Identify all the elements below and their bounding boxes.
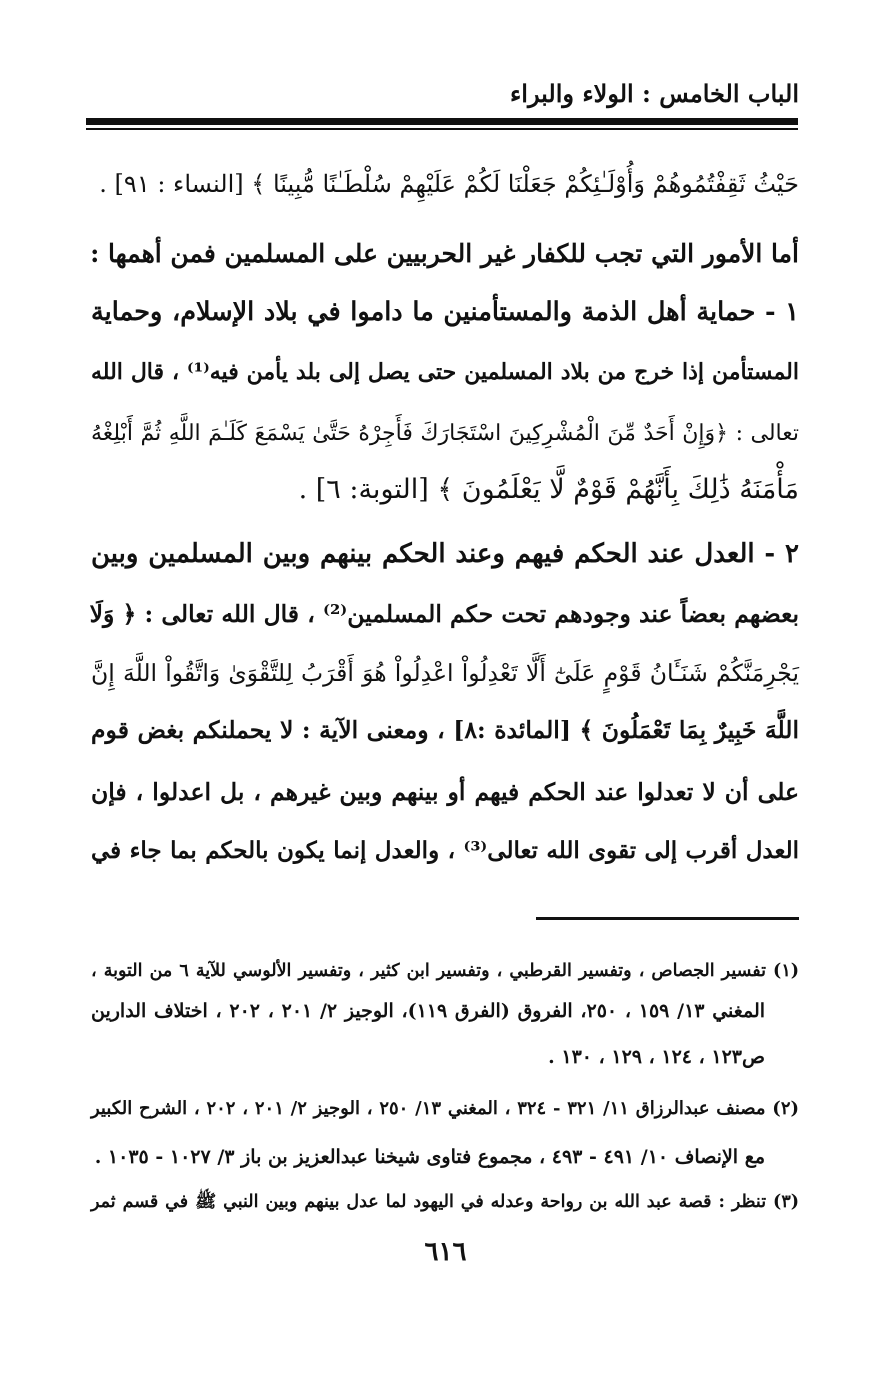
- footnote-line: مع الإنصاف ١٠/ ٤٩١ - ٤٩٣ ، مجموع فتاوى شيخنا عبدالعزيز بن باز ٣/ ١٠٢٧ - ١٠٣٥ .: [94, 1146, 765, 1168]
- quran-verse-line: مَأْمَنَهُ ذَٰلِكَ بِأَنَّهُمْ قَوْمٌ لَّا يَعْلَمُونَ ﴾ [التوبة: ٦] .: [298, 474, 799, 505]
- paragraph-line: أما الأمور التي تجب للكفار غير الحربيين على المسلمين فمن أهمها :: [90, 239, 799, 268]
- footnote-line: (١) تفسير الجصاص ، وتفسير القرطبي ، وتفسير ابن كثير ، وتفسير الألوسي للآية ٦ من التوبة ،: [91, 961, 799, 981]
- quran-verse-line: حَيْثُ ثَقِفْتُمُوهُمْ وَأُوْلَـٰئِكُمْ جَعَلْنَا لَكُمْ عَلَيْهِمْ سُلْطَـٰنًا مُّبِينًا ﴾ [النساء : ٩١] .: [99, 170, 799, 198]
- page-number: ٦١٦: [424, 1237, 467, 1267]
- paragraph-line: ٢ - العدل عند الحكم فيهم وعند الحكم بينهم وبين المسلمين وبين: [91, 539, 799, 569]
- paragraph-line: بعضهم بعضاً عند وجودهم تحت حكم المسلمين⁽²⁾ ، قال الله تعالى : ﴿ وَلَا: [89, 600, 799, 628]
- paragraph-line: اللَّهَ خَبِيرٌ بِمَا تَعْمَلُونَ ﴾ [المائدة :٨] ، ومعنى الآية : لا يحملنكم بغض قوم: [91, 716, 799, 744]
- paragraph-line: العدل أقرب إلى تقوى الله تعالى⁽³⁾ ، والعدل إنما يكون بالحكم بما جاء في: [91, 837, 799, 864]
- header-rule-thin: [86, 128, 798, 130]
- footnote-line: (٢) مصنف عبدالرزاق ١١/ ٣٢١ - ٣٢٤ ، المغني ١٣/ ٢٥٠ ، الوجيز ٢/ ٢٠١ ، ٢٠٢ ، الشرح الكبير: [91, 1098, 800, 1119]
- paragraph-line: على أن لا تعدلوا عند الحكم فيهم أو بينهم وبين غيرهم ، بل اعدلوا ، فإن: [91, 778, 799, 806]
- quran-verse-line: يَجْرِمَنَّكُمْ شَنَـَٔانُ قَوْمٍ عَلَىٰٓ أَلَّا تَعْدِلُواْ اعْدِلُواْ هُوَ أَقْرَبُ لِلتَّقْوَىٰ وَاتَّقُواْ اللَّهَ إِنَّ: [91, 659, 799, 687]
- quran-verse-line: تعالى : ﴿وَإِنْ أَحَدٌ مِّنَ الْمُشْرِكِينَ اسْتَجَارَكَ فَأَجِرْهُ حَتَّىٰ يَسْمَعَ كَلَـٰمَ اللَّهِ ثُمَّ أَبْلِغْهُ: [91, 421, 799, 446]
- footnote-line: ص١٢٣ ، ١٢٤ ، ١٢٩ ، ١٣٠ .: [548, 1046, 765, 1068]
- footnote-line: المغني ١٣/ ١٥٩ ، ٢٥٠، الفروق (الفرق ١١٩)، الوجيز ٢/ ٢٠١ ، ٢٠٢ ، اختلاف الدارين: [91, 1000, 766, 1022]
- paragraph-line: المستأمن إذا خرج من بلاد المسلمين حتى يصل إلى بلد يأمن فيه⁽¹⁾ ، قال الله: [91, 359, 799, 385]
- header-rule: [86, 118, 798, 125]
- footnote-separator: [536, 917, 799, 920]
- footnote-line: (٣) تنظر : قصة عبد الله بن رواحة وعدله في اليهود لما عدل بينهم وبين النبي ﷺ في قسم ثمر: [91, 1192, 799, 1212]
- paragraph-line: ١ - حماية أهل الذمة والمستأمنين ما داموا في بلاد الإسلام، وحماية: [91, 297, 799, 327]
- running-header: الباب الخامس : الولاء والبراء: [509, 79, 799, 108]
